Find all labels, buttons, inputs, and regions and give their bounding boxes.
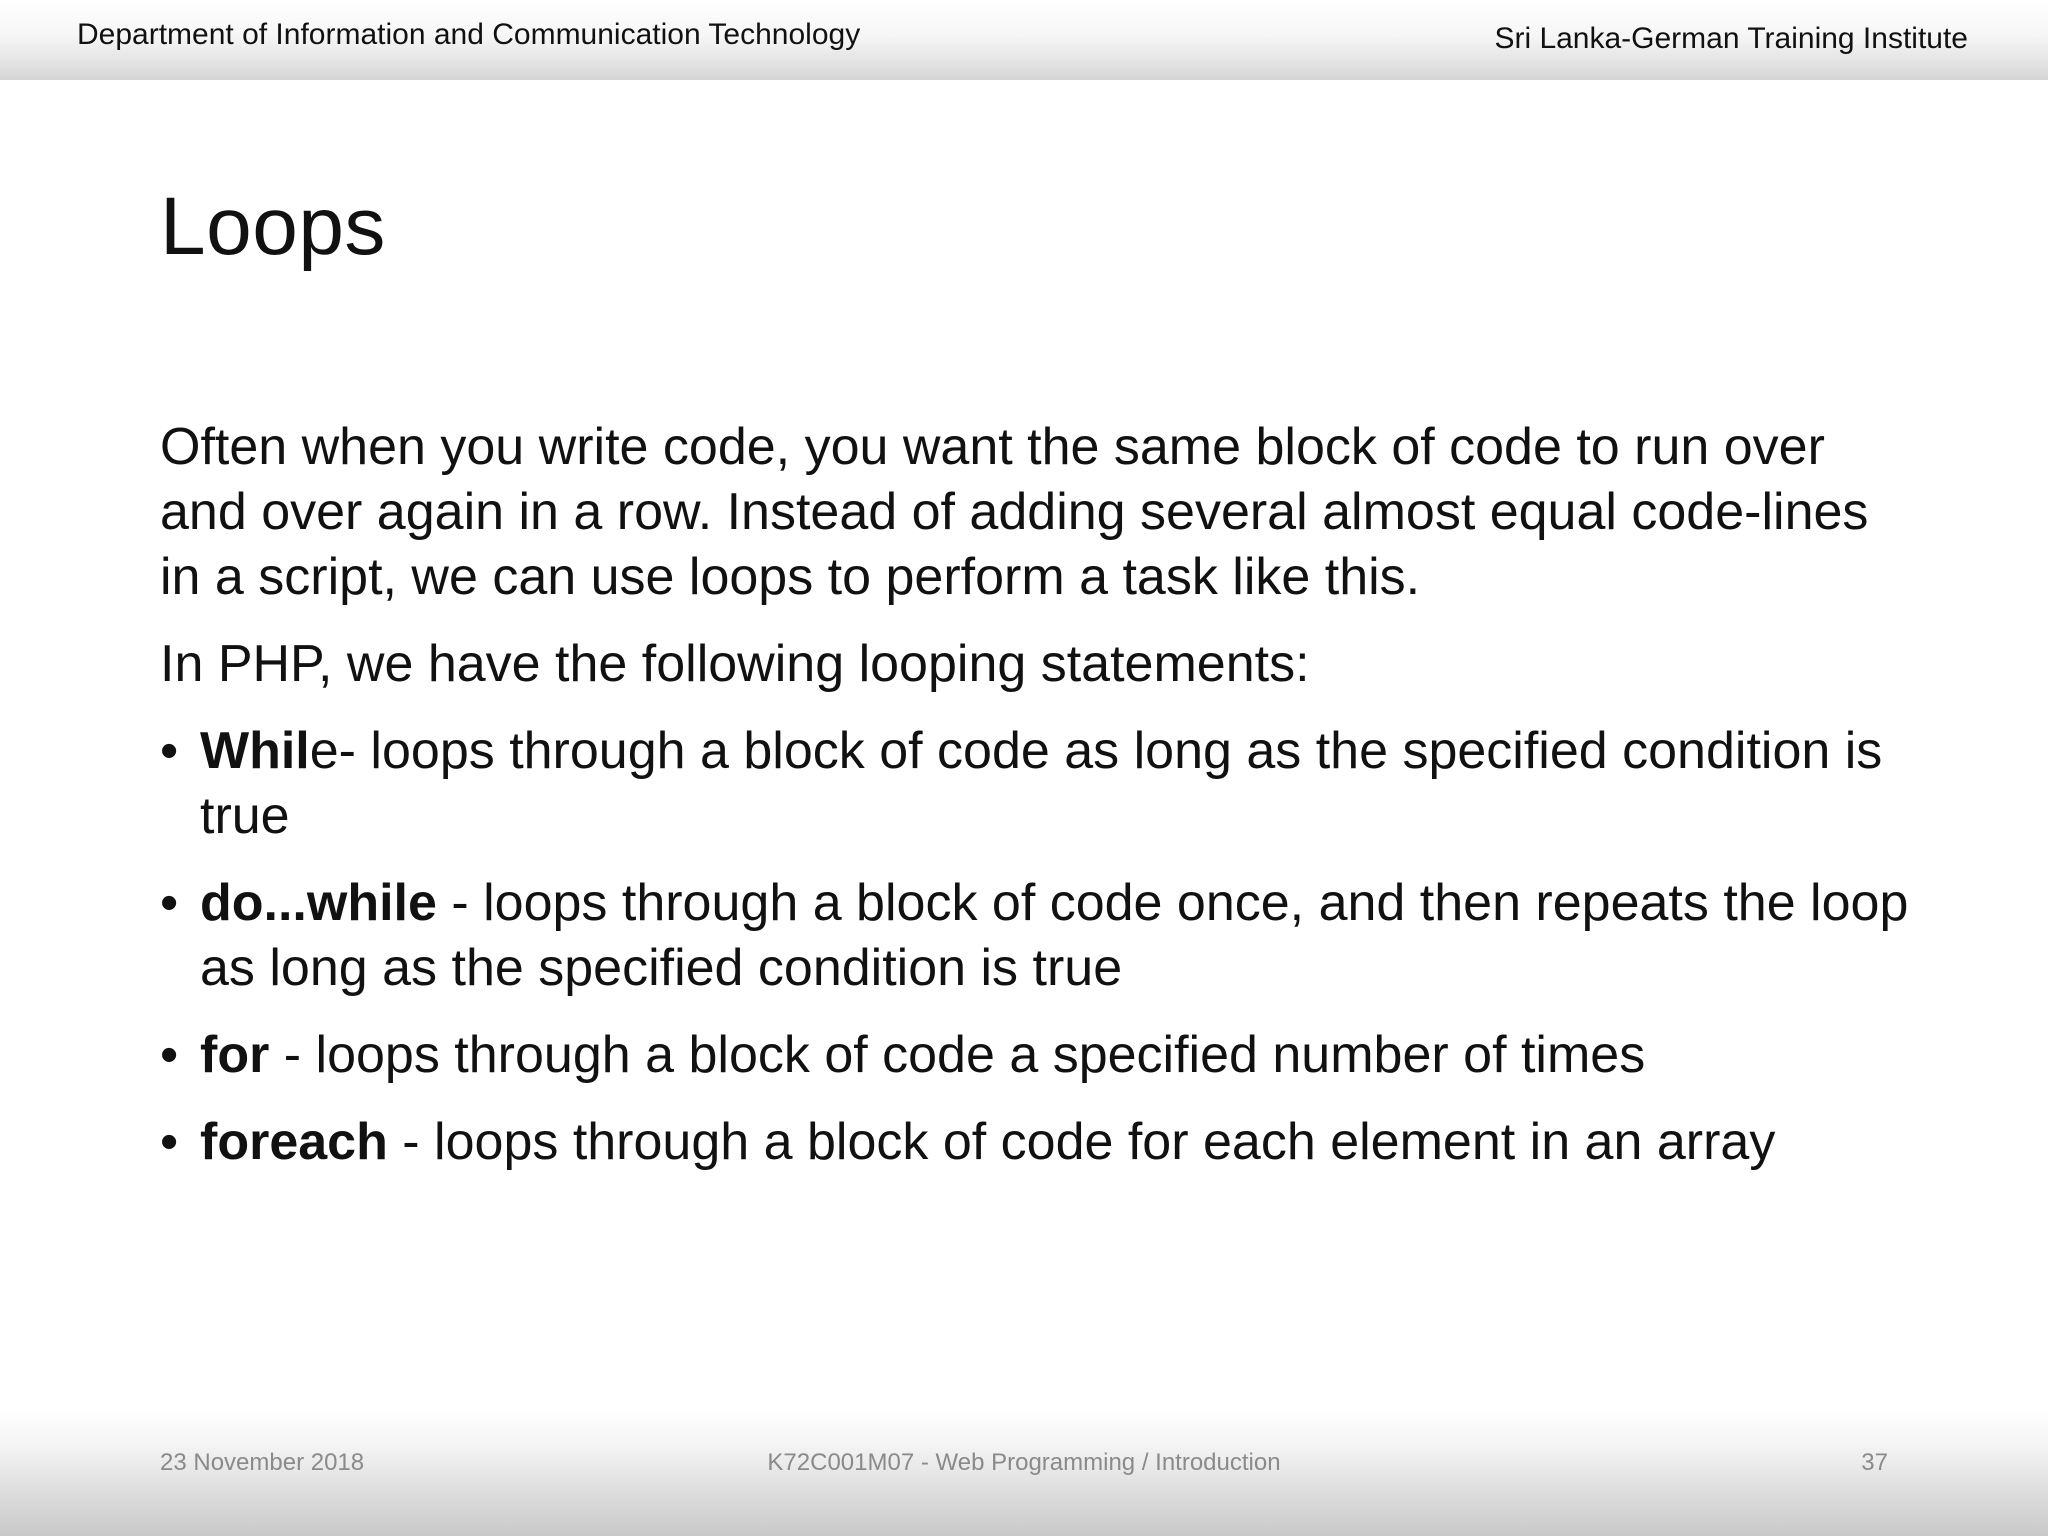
keyword-foreach: foreach xyxy=(200,1113,388,1171)
footer-course-title: K72C001M07 - Web Programming / Introduction xyxy=(767,1449,1281,1476)
lead-in-text: In PHP, we have the following looping statements: xyxy=(160,635,1310,693)
description-do-while: - loops through a block of code once, and then repeats the loop as long as the specified condition is true xyxy=(200,874,1909,997)
bullet-icon: • xyxy=(160,874,179,932)
bullet-icon: • xyxy=(160,1026,179,1084)
list-item-while xyxy=(160,719,1920,849)
slide-title: Loops xyxy=(160,181,386,272)
keyword-do-while: do...while xyxy=(200,874,437,932)
list-item-do-while xyxy=(160,871,1920,1001)
keyword-while: Whil xyxy=(200,722,310,780)
looping-statements-list xyxy=(160,719,1920,1175)
slide-number: 37 xyxy=(1861,1449,1888,1476)
bullet-icon: • xyxy=(160,1113,179,1171)
intro-paragraph: Often when you write code, you want the same block of code to run over and over again in a row. Instead of adding several almost equal code-lines in a script, we can use loops to perform a task like this. xyxy=(160,418,1869,606)
department-name: Department of Information and Communication Technology xyxy=(77,18,861,51)
slide-body xyxy=(160,415,1920,1197)
description-for: - loops through a block of code a specified number of times xyxy=(269,1026,1646,1084)
keyword-for: for xyxy=(200,1026,270,1084)
list-item-for xyxy=(160,1023,1920,1088)
footer-date: 23 November 2018 xyxy=(160,1449,365,1476)
description-while: e- loops through a block of code as long as the specified condition is true xyxy=(200,722,1883,845)
institute-name: Sri Lanka-German Training Institute xyxy=(1494,22,1968,55)
list-item-foreach xyxy=(160,1110,1920,1175)
description-foreach: - loops through a block of code for each element in an array xyxy=(387,1113,1776,1171)
bullet-icon: • xyxy=(160,722,179,780)
header-bar xyxy=(0,0,2048,80)
